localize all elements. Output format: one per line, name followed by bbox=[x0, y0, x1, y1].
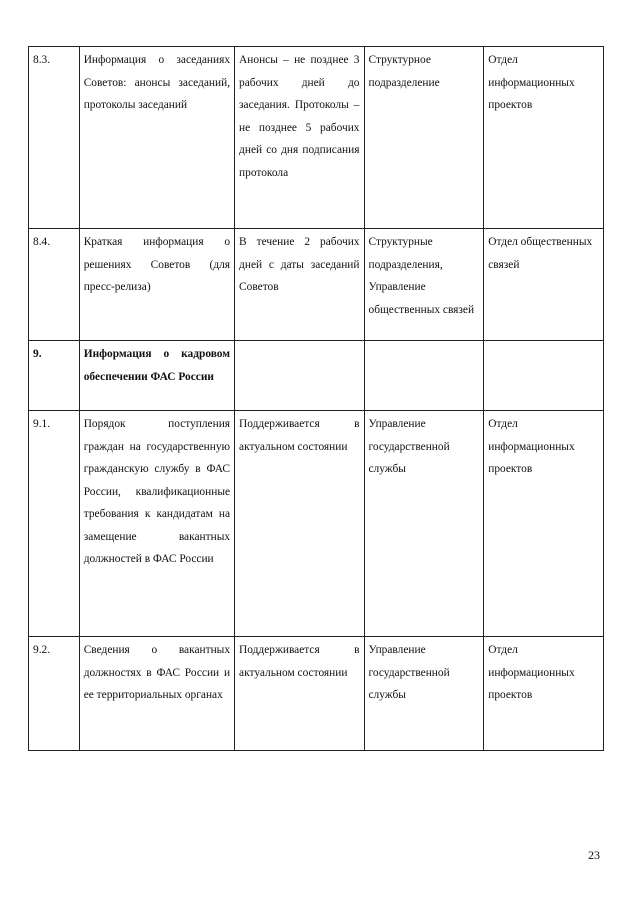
document-table bbox=[28, 46, 604, 751]
row-responsible bbox=[484, 341, 604, 411]
row-number: 9.2. bbox=[29, 637, 80, 751]
row-description: Информация о кадровом обеспечении ФАС России bbox=[79, 341, 234, 411]
page-number: 23 bbox=[588, 848, 600, 862]
row-term bbox=[235, 341, 364, 411]
row-unit: Управление государственной службы bbox=[364, 637, 484, 751]
table-row bbox=[29, 341, 604, 411]
row-unit bbox=[364, 341, 484, 411]
row-term: Поддерживается в актуальном состоянии bbox=[235, 637, 364, 751]
table-row bbox=[29, 637, 604, 751]
row-unit: Управление государственной службы bbox=[364, 411, 484, 637]
row-responsible: Отдел общественных связей bbox=[484, 229, 604, 341]
row-description: Краткая информация о решениях Советов (для пресс-релиза) bbox=[79, 229, 234, 341]
row-unit: Структурное подразделение bbox=[364, 47, 484, 229]
row-number: 8.4. bbox=[29, 229, 80, 341]
row-description: Порядок поступления граждан на государственную гражданскую службу в ФАС России, квалификационные требования к кандидатам на замещение вакантных должностей в ФАС России bbox=[79, 411, 234, 637]
row-term: Анонсы – не позднее 3 рабочих дней до заседания. Протоколы – не позднее 5 рабочих дней со дня подписания протокола bbox=[235, 47, 364, 229]
row-responsible: Отдел информационных проектов bbox=[484, 637, 604, 751]
table-row bbox=[29, 229, 604, 341]
table-row bbox=[29, 47, 604, 229]
row-number: 9.1. bbox=[29, 411, 80, 637]
row-number: 8.3. bbox=[29, 47, 80, 229]
row-responsible: Отдел информационных проектов bbox=[484, 47, 604, 229]
row-description: Сведения о вакантных должностях в ФАС России и ее территориальных органах bbox=[79, 637, 234, 751]
row-term: В течение 2 рабочих дней с даты заседаний Советов bbox=[235, 229, 364, 341]
row-term: Поддерживается в актуальном состоянии bbox=[235, 411, 364, 637]
row-number: 9. bbox=[29, 341, 80, 411]
row-responsible: Отдел информационных проектов bbox=[484, 411, 604, 637]
table-row bbox=[29, 411, 604, 637]
row-description: Информация о заседаниях Советов: анонсы заседаний, протоколы заседаний bbox=[79, 47, 234, 229]
row-unit: Структурные подразделения, Управление общественных связей bbox=[364, 229, 484, 341]
